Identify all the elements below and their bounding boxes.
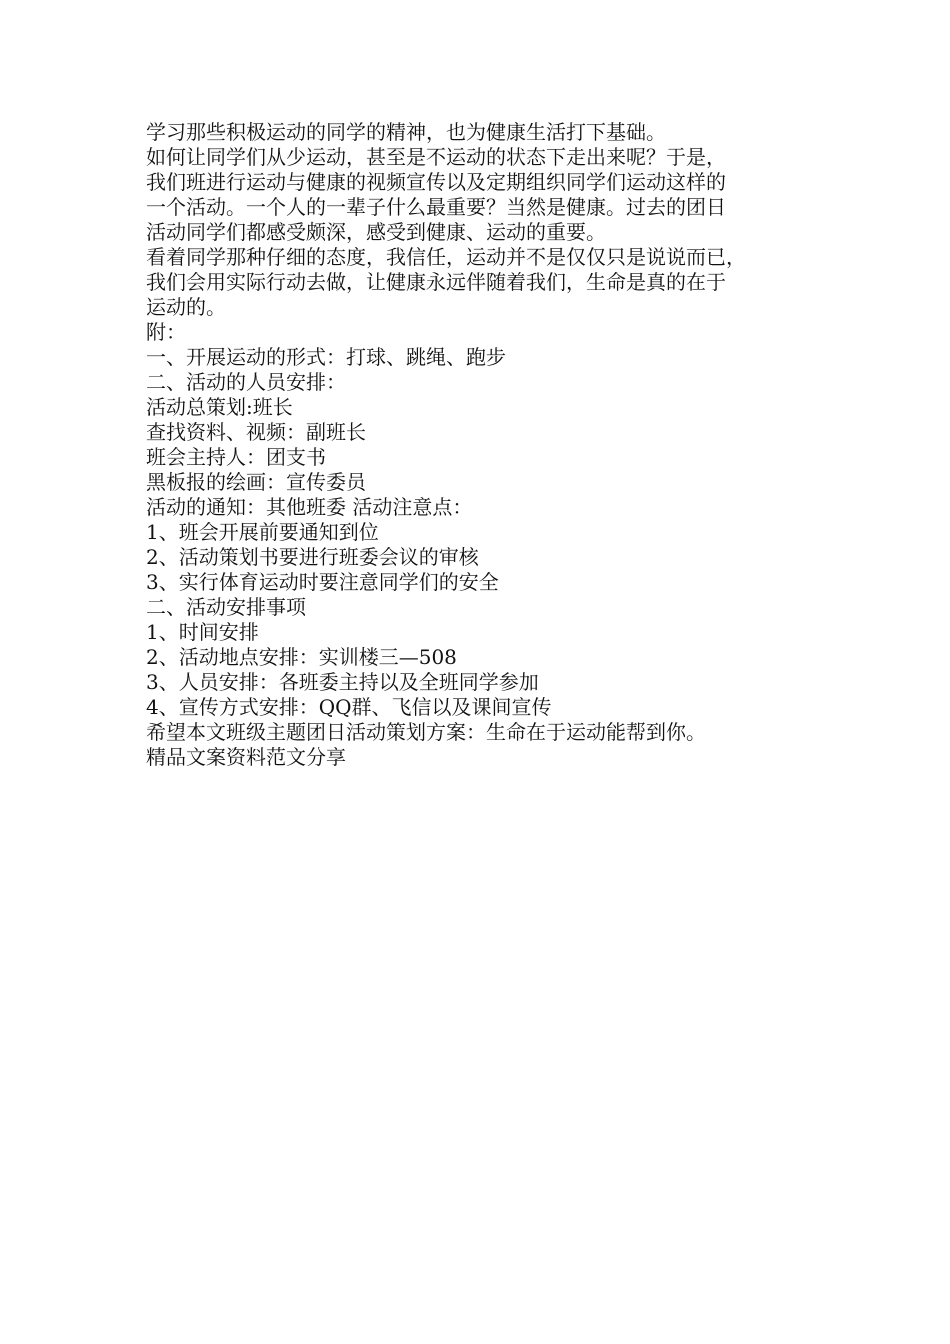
list-item: 2、活动地点安排：实训楼三—508 [146,645,457,669]
list-item: 3、人员安排：各班委主持以及全班同学参加 [146,670,539,694]
list-item: 2、活动策划书要进行班委会议的审核 [146,545,479,569]
list-item: 活动总策划:班长 [146,395,293,419]
list-item: 1、班会开展前要通知到位 [146,520,379,544]
list-item: 4、宣传方式安排：QQ群、飞信以及课间宣传 [146,695,552,719]
text-line: 活动同学们都感受颇深，感受到健康、运动的重要。 [146,220,606,244]
document-body [146,120,814,770]
list-item: 活动的通知：其他班委 活动注意点： [146,495,473,519]
section-heading: 一、开展运动的形式：打球、跳绳、跑步 [146,345,506,369]
text-line: 希望本文班级主题团日活动策划方案：生命在于运动能帮到你。 [146,720,706,744]
list-item: 1、时间安排 [146,620,259,644]
list-item: 黑板报的绘画：宣传委员 [146,470,366,494]
text-line: 看着同学那种仔细的态度，我信任，运动并不是仅仅只是说说而已， [146,245,746,269]
text-line: 如何让同学们从少运动，甚至是不运动的状态下走出来呢？于是， [146,145,726,169]
text-line: 我们班进行运动与健康的视频宣传以及定期组织同学们运动这样的 [146,170,726,194]
text-line: 我们会用实际行动去做，让健康永远伴随着我们，生命是真的在于 [146,270,726,294]
text-line: 学习那些积极运动的同学的精神，也为健康生活打下基础。 [146,120,666,144]
list-item: 查找资料、视频：副班长 [146,420,366,444]
section-heading: 二、活动的人员安排： [146,370,346,394]
list-item: 班会主持人：团支书 [146,445,326,469]
list-item: 3、实行体育运动时要注意同学们的安全 [146,570,499,594]
text-line: 一个活动。一个人的一辈子什么最重要？当然是健康。过去的团日 [146,195,726,219]
text-line: 运动的。 [146,295,226,319]
appendix-heading: 附： [146,320,186,344]
section-heading: 二、活动安排事项 [146,595,306,619]
footer-text: 精品文案资料范文分享 [146,745,346,769]
